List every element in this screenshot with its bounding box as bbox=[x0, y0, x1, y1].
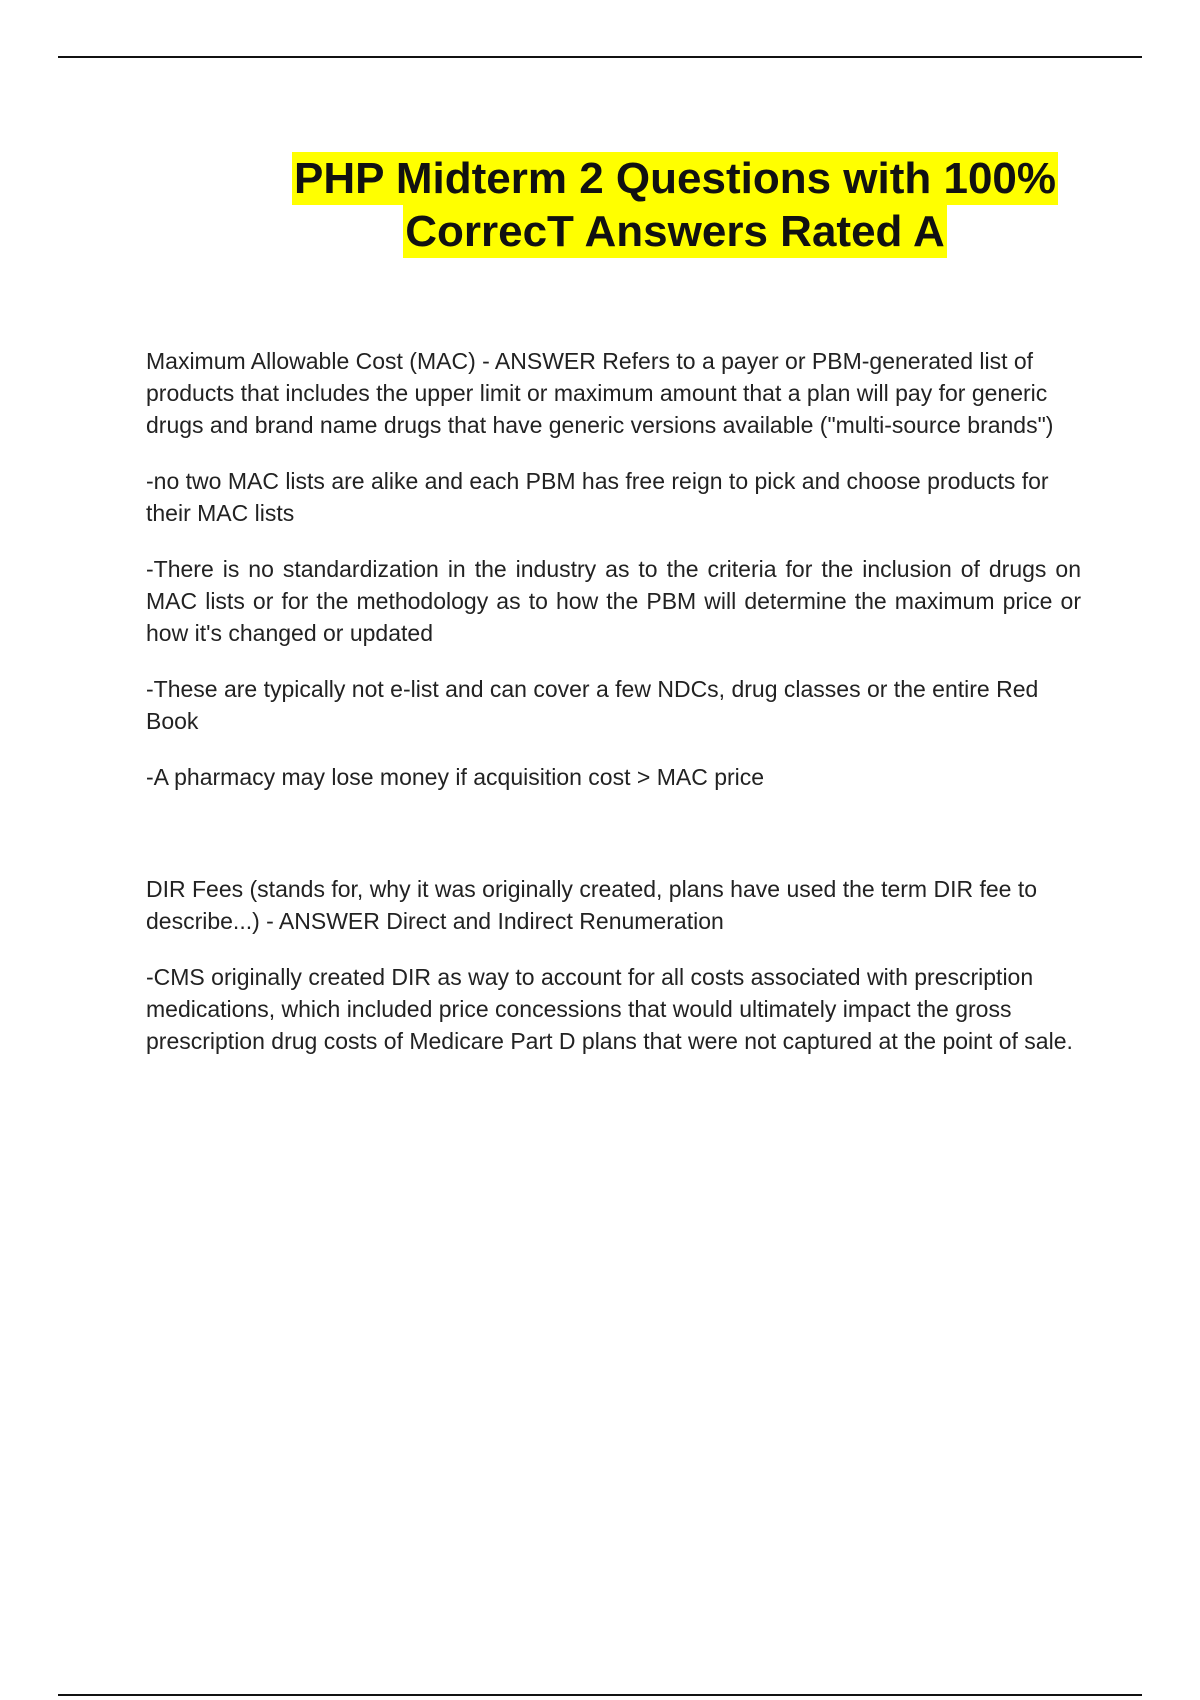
answer-detail-paragraph: -There is no standardization in the industry as to the criteria for the inclusion of drugs on MAC lists or for the methodology as to how the PBM will determine the maximum price or how it's changed or updated bbox=[146, 556, 1081, 646]
answer-detail-paragraph: -no two MAC lists are alike and each PBM has free reign to pick and choose products for their MAC lists bbox=[146, 468, 1049, 526]
title-line-2: CorrecT Answers Rated A bbox=[405, 207, 945, 256]
qa-block-mac bbox=[146, 345, 1081, 793]
answer-detail-paragraph: -A pharmacy may lose money if acquisition cost > MAC price bbox=[146, 764, 765, 790]
header-rule bbox=[58, 56, 1142, 58]
question-answer-paragraph: DIR Fees (stands for, why it was originally created, plans have used the term DIR fee to describe...) - ANSWER Direct and Indirect Renumeration bbox=[146, 876, 1038, 934]
answer-detail-paragraph: -CMS originally created DIR as way to account for all costs associated with prescription medications, which included price concessions that would ultimately impact the gross prescription drug costs of Medicare Part D plans that were not captured at the point of sale. bbox=[146, 964, 1073, 1054]
answer-detail-paragraph: -These are typically not e-list and can cover a few NDCs, drug classes or the entire Red Book bbox=[146, 676, 1039, 734]
document-body bbox=[146, 345, 1081, 1081]
section-spacer bbox=[146, 817, 1081, 873]
footer-rule bbox=[58, 1694, 1142, 1696]
question-answer-paragraph: Maximum Allowable Cost (MAC) - ANSWER Refers to a payer or PBM-generated list of products that includes the upper limit or maximum amount that a plan will pay for generic drugs and brand name drugs that have generic versions available ("multi-source brands") bbox=[146, 348, 1054, 438]
title-line-1: PHP Midterm 2 Questions with 100% bbox=[293, 154, 1057, 203]
qa-block-dir-fees bbox=[146, 873, 1081, 1057]
document-title bbox=[260, 152, 1090, 258]
